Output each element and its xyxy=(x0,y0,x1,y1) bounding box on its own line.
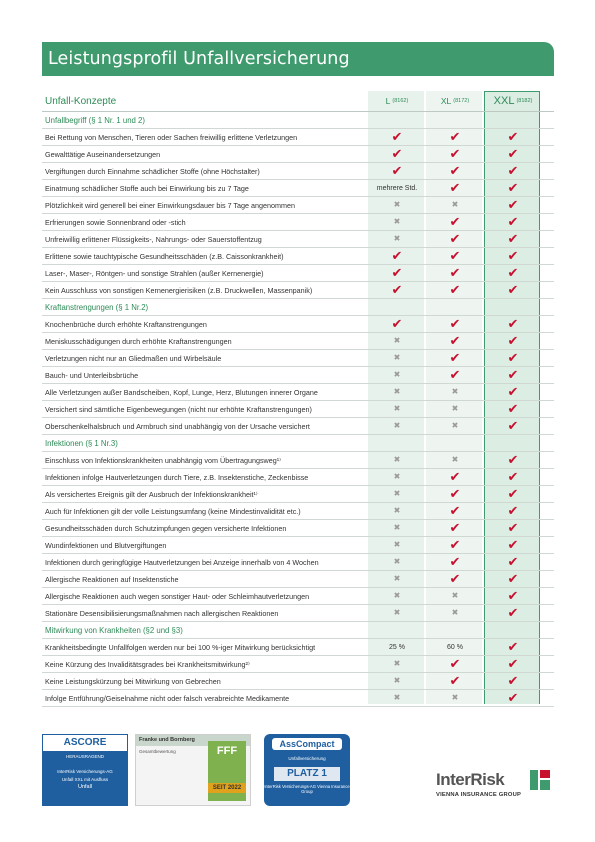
row-label: Alle Verletzungen außer Bandscheiben, Kopf, Lunge, Herz, Blutungen innerer Organe xyxy=(45,387,318,397)
header-col-xxl xyxy=(484,91,542,111)
table-row xyxy=(42,129,554,146)
cell-xxl xyxy=(484,214,542,230)
check-icon: ✔ xyxy=(507,180,519,196)
table-row xyxy=(42,180,554,197)
table-row xyxy=(42,163,554,180)
cross-icon: ✖ xyxy=(451,200,459,209)
cell-xxl xyxy=(484,639,542,655)
check-icon: ✔ xyxy=(507,146,519,162)
table-row xyxy=(42,316,554,333)
table-row xyxy=(42,605,554,622)
logo-group: VIENNA INSURANCE GROUP xyxy=(436,792,522,798)
franke-bornberg-badge xyxy=(135,734,251,806)
cell-l xyxy=(368,537,426,553)
col-code: (8172) xyxy=(453,98,470,104)
cell-xl xyxy=(426,384,484,400)
cell-xxl xyxy=(484,418,542,434)
check-icon: ✔ xyxy=(449,146,461,162)
check-icon: ✔ xyxy=(449,129,461,145)
cell-l xyxy=(368,214,426,230)
cell-xxl xyxy=(484,146,542,162)
cell-xl xyxy=(426,282,484,298)
franke-title: Franke und Bornberg xyxy=(136,735,250,746)
cell-xxl xyxy=(484,282,542,298)
cell-xl xyxy=(426,163,484,179)
table-row xyxy=(42,367,554,384)
check-icon: ✔ xyxy=(449,350,461,366)
check-icon: ✔ xyxy=(507,571,519,587)
cell-l xyxy=(368,503,426,519)
check-icon: ✔ xyxy=(507,401,519,417)
cell-xxl xyxy=(484,231,542,247)
cell-xl xyxy=(426,520,484,536)
cell-l xyxy=(368,520,426,536)
interrisk-logo xyxy=(436,770,554,802)
row-label: Laser-, Maser-, Röntgen- und sonstige Strahlen (außer Kernenergie) xyxy=(45,268,264,278)
table-row xyxy=(42,520,554,537)
table-row xyxy=(42,282,554,299)
cell-xxl xyxy=(484,605,542,621)
check-icon: ✔ xyxy=(507,265,519,281)
table-row xyxy=(42,673,554,690)
check-icon: ✔ xyxy=(391,248,403,264)
cross-icon: ✖ xyxy=(393,404,401,413)
benefits-table xyxy=(42,91,554,707)
table-row xyxy=(42,452,554,469)
table-body xyxy=(42,112,554,707)
cross-icon: ✖ xyxy=(393,489,401,498)
check-icon: ✔ xyxy=(449,180,461,196)
row-label: Auch für Infektionen gilt der volle Leistungsumfang (keine Mindestinvalidität etc.) xyxy=(45,506,301,516)
check-icon: ✔ xyxy=(391,282,403,298)
cell-xxl xyxy=(484,571,542,587)
check-icon: ✔ xyxy=(507,503,519,519)
cell-xxl xyxy=(484,503,542,519)
row-label: Vergiftungen durch Einnahme schädlicher Stoffe (ohne Höchstalter) xyxy=(45,166,260,176)
cross-icon: ✖ xyxy=(451,421,459,430)
cross-icon: ✖ xyxy=(451,591,459,600)
check-icon: ✔ xyxy=(449,537,461,553)
cell-xxl xyxy=(484,673,542,689)
cross-icon: ✖ xyxy=(393,217,401,226)
cross-icon: ✖ xyxy=(393,336,401,345)
cell-l xyxy=(368,418,426,434)
cell-xl xyxy=(426,248,484,264)
asscompact-title: AssCompact xyxy=(272,738,342,750)
franke-sub: Gesamtbewertung xyxy=(139,749,176,754)
cell-value: mehrere Std. xyxy=(376,184,418,192)
check-icon: ✔ xyxy=(449,333,461,349)
check-icon: ✔ xyxy=(391,146,403,162)
cell-l xyxy=(368,384,426,400)
cross-icon: ✖ xyxy=(393,200,401,209)
table-row xyxy=(42,333,554,350)
check-icon: ✔ xyxy=(507,605,519,621)
cell-xl xyxy=(426,673,484,689)
table-row xyxy=(42,486,554,503)
cell-value: 25 % xyxy=(389,643,405,651)
ascore-product: Unfall XXL mit Ausfluss xyxy=(61,777,109,782)
cross-icon: ✖ xyxy=(393,234,401,243)
check-icon: ✔ xyxy=(449,231,461,247)
row-label: Allergische Reaktionen auch wegen sonstiger Haut- oder Schleimhautverletzungen xyxy=(45,591,310,601)
cell-l xyxy=(368,367,426,383)
check-icon: ✔ xyxy=(507,588,519,604)
section-header xyxy=(42,622,554,639)
cell-xl xyxy=(426,367,484,383)
row-label: Verletzungen nicht nur an Gliedmaßen und Wirbelsäule xyxy=(45,353,222,363)
cell-xl xyxy=(426,333,484,349)
check-icon: ✔ xyxy=(449,673,461,689)
row-label: Einschluss von Infektionskrankheiten unabhängig vom Übertragungsweg¹⁾ xyxy=(45,455,281,465)
logo-name: InterRisk xyxy=(436,770,505,789)
cell-xl xyxy=(426,656,484,672)
cell-l xyxy=(368,401,426,417)
header-col-l xyxy=(368,91,426,111)
cell-l xyxy=(368,163,426,179)
cell-xxl xyxy=(484,265,542,281)
check-icon: ✔ xyxy=(507,350,519,366)
cell-l xyxy=(368,605,426,621)
check-icon: ✔ xyxy=(449,316,461,332)
cell-xl xyxy=(426,571,484,587)
check-icon: ✔ xyxy=(449,282,461,298)
cell-xxl xyxy=(484,316,542,332)
check-icon: ✔ xyxy=(449,469,461,485)
cell-l xyxy=(368,180,426,196)
asscompact-sub: Unfallversicherung xyxy=(288,756,326,761)
cross-icon: ✖ xyxy=(393,676,401,685)
cross-icon: ✖ xyxy=(393,608,401,617)
check-icon: ✔ xyxy=(449,554,461,570)
table-row xyxy=(42,401,554,418)
table-row xyxy=(42,265,554,282)
cross-icon: ✖ xyxy=(393,472,401,481)
cell-xl xyxy=(426,554,484,570)
check-icon: ✔ xyxy=(507,384,519,400)
header-col-xl xyxy=(426,91,484,111)
row-label: Versichert sind sämtliche Eigenbewegungen (nicht nur erhöhte Kraftanstrengungen) xyxy=(45,404,312,414)
cell-xl xyxy=(426,469,484,485)
row-label: Infolge Entführung/Geiselnahme nicht oder falsch verabreichte Medikamente xyxy=(45,693,290,703)
ascore-badge xyxy=(42,734,128,806)
section-label: Unfallbegriff (§ 1 Nr. 1 und 2) xyxy=(45,115,145,125)
row-label: Infektionen infolge Hautverletzungen durch Tiere, z.B. Insektenstiche, Zeckenbisse xyxy=(45,472,309,482)
cell-xxl xyxy=(484,554,542,570)
check-icon: ✔ xyxy=(449,486,461,502)
table-row xyxy=(42,656,554,673)
table-row xyxy=(42,690,554,707)
cell-l xyxy=(368,452,426,468)
cell-l xyxy=(368,588,426,604)
check-icon: ✔ xyxy=(507,537,519,553)
row-label: Keine Leistungskürzung bei Mitwirkung von Gebrechen xyxy=(45,676,221,686)
cell-l xyxy=(368,129,426,145)
col-name: XXL xyxy=(493,95,515,107)
check-icon: ✔ xyxy=(391,316,403,332)
cell-l xyxy=(368,486,426,502)
row-label: Allergische Reaktionen auf Insektenstiche xyxy=(45,574,179,584)
check-icon: ✔ xyxy=(507,282,519,298)
cell-xl xyxy=(426,452,484,468)
cell-l xyxy=(368,673,426,689)
award-badges xyxy=(42,734,554,806)
cross-icon: ✖ xyxy=(393,591,401,600)
cell-xl xyxy=(426,401,484,417)
cell-xl xyxy=(426,180,484,196)
cell-xxl xyxy=(484,469,542,485)
cell-xxl xyxy=(484,197,542,213)
cross-icon: ✖ xyxy=(451,608,459,617)
asscompact-badge xyxy=(264,734,350,806)
ascore-company: InterRisk Versicherungs-AG xyxy=(57,769,113,774)
cell-xxl xyxy=(484,401,542,417)
cell-xxl xyxy=(484,367,542,383)
cell-xl xyxy=(426,537,484,553)
section-label: Mitwirkung von Krankheiten (§2 und §3) xyxy=(45,625,183,635)
check-icon: ✔ xyxy=(391,163,403,179)
cell-xxl xyxy=(484,333,542,349)
cell-xxl xyxy=(484,384,542,400)
cell-value: 60 % xyxy=(447,643,463,651)
table-row xyxy=(42,248,554,265)
check-icon: ✔ xyxy=(507,333,519,349)
check-icon: ✔ xyxy=(507,197,519,213)
row-label: Als versichertes Ereignis gilt der Ausbruch der Infektionskrankheit¹⁾ xyxy=(45,489,258,499)
cell-xxl xyxy=(484,350,542,366)
col-code: (8182) xyxy=(516,98,533,104)
cross-icon: ✖ xyxy=(451,455,459,464)
cell-xl xyxy=(426,129,484,145)
cell-xl xyxy=(426,486,484,502)
page-title: Leistungsprofil Unfallversicherung xyxy=(42,42,554,76)
row-label: Unfreiwillig erlittener Flüssigkeits-, Nahrungs- oder Sauerstoffentzug xyxy=(45,234,262,244)
ascore-title: ASCORE xyxy=(43,735,127,751)
cross-icon: ✖ xyxy=(393,421,401,430)
cell-l xyxy=(368,197,426,213)
table-row xyxy=(42,384,554,401)
cell-l xyxy=(368,265,426,281)
table-row xyxy=(42,197,554,214)
cross-icon: ✖ xyxy=(451,693,459,702)
table-row xyxy=(42,554,554,571)
check-icon: ✔ xyxy=(449,163,461,179)
cell-l xyxy=(368,690,426,706)
cross-icon: ✖ xyxy=(451,387,459,396)
cell-xxl xyxy=(484,129,542,145)
check-icon: ✔ xyxy=(507,452,519,468)
check-icon: ✔ xyxy=(507,214,519,230)
row-label: Oberschenkelhalsbruch und Armbruch sind unabhängig von der Ursache versichert xyxy=(45,421,310,431)
cell-xxl xyxy=(484,180,542,196)
row-label: Krankheitsbedingte Unfallfolgen werden nur bei 100 %-iger Mitwirkung berücksichtigt xyxy=(45,642,316,652)
table-row xyxy=(42,537,554,554)
section-header xyxy=(42,299,554,316)
cell-xl xyxy=(426,316,484,332)
cell-xxl xyxy=(484,452,542,468)
cell-xl xyxy=(426,503,484,519)
row-label: Gewalttätige Auseinandersetzungen xyxy=(45,149,161,159)
cross-icon: ✖ xyxy=(393,370,401,379)
check-icon: ✔ xyxy=(507,469,519,485)
row-label: Bei Rettung von Menschen, Tieren oder Sachen freiwillig erlittene Verletzungen xyxy=(45,132,298,142)
cell-l xyxy=(368,146,426,162)
cell-xxl xyxy=(484,588,542,604)
cell-l xyxy=(368,639,426,655)
cell-l xyxy=(368,469,426,485)
check-icon: ✔ xyxy=(507,231,519,247)
row-label: Gesundheitsschäden durch Schutzimpfungen gegen versicherte Infektionen xyxy=(45,523,287,533)
cell-xl xyxy=(426,418,484,434)
row-label: Wundinfektionen und Blutvergiftungen xyxy=(45,540,167,550)
cell-l xyxy=(368,231,426,247)
check-icon: ✔ xyxy=(391,265,403,281)
row-label: Plötzlichkeit wird generell bei einer Einwirkungsdauer bis 7 Tage angenommen xyxy=(45,200,295,210)
cell-xl xyxy=(426,639,484,655)
cross-icon: ✖ xyxy=(393,455,401,464)
table-row xyxy=(42,571,554,588)
cell-l xyxy=(368,333,426,349)
row-label: Keine Kürzung des Invaliditätsgrades bei Krankheitsmitwirkung²⁾ xyxy=(45,659,250,669)
cross-icon: ✖ xyxy=(451,404,459,413)
check-icon: ✔ xyxy=(449,265,461,281)
table-row xyxy=(42,639,554,656)
check-icon: ✔ xyxy=(507,163,519,179)
cross-icon: ✖ xyxy=(393,557,401,566)
logo-mark-icon xyxy=(530,770,550,790)
check-icon: ✔ xyxy=(507,129,519,145)
cell-xl xyxy=(426,214,484,230)
ascore-rating: HERAUSRAGEND xyxy=(65,754,104,759)
cell-xl xyxy=(426,588,484,604)
cell-xl xyxy=(426,605,484,621)
table-row xyxy=(42,146,554,163)
table-row xyxy=(42,350,554,367)
section-header xyxy=(42,435,554,452)
cell-xxl xyxy=(484,690,542,706)
check-icon: ✔ xyxy=(449,520,461,536)
cell-l xyxy=(368,316,426,332)
check-icon: ✔ xyxy=(449,571,461,587)
check-icon: ✔ xyxy=(507,520,519,536)
table-row xyxy=(42,418,554,435)
table-row xyxy=(42,588,554,605)
cell-l xyxy=(368,571,426,587)
cell-l xyxy=(368,248,426,264)
check-icon: ✔ xyxy=(507,656,519,672)
table-row xyxy=(42,469,554,486)
section-header xyxy=(42,112,554,129)
row-label: Infektionen durch geringfügige Hautverletzungen bei Anzeige innerhalb von 4 Wochen xyxy=(45,557,319,567)
cell-xxl xyxy=(484,537,542,553)
check-icon: ✔ xyxy=(391,129,403,145)
table-row xyxy=(42,503,554,520)
check-icon: ✔ xyxy=(449,367,461,383)
check-icon: ✔ xyxy=(507,486,519,502)
check-icon: ✔ xyxy=(449,503,461,519)
cell-xl xyxy=(426,146,484,162)
row-label: Knochenbrüche durch erhöhte Kraftanstrengungen xyxy=(45,319,207,329)
ascore-category: Unfall xyxy=(77,784,93,790)
cell-xxl xyxy=(484,520,542,536)
row-label: Einatmung schädlicher Stoffe auch bei Einwirkung bis zu 7 Tage xyxy=(45,183,249,193)
cross-icon: ✖ xyxy=(393,523,401,532)
seal-label: FFF xyxy=(216,745,238,757)
cell-xl xyxy=(426,690,484,706)
check-icon: ✔ xyxy=(507,690,519,706)
cross-icon: ✖ xyxy=(393,506,401,515)
row-label: Meniskusschädigungen durch erhöhte Kraftanstrengungen xyxy=(45,336,232,346)
check-icon: ✔ xyxy=(449,214,461,230)
table-row xyxy=(42,231,554,248)
col-name: XL xyxy=(440,96,452,106)
check-icon: ✔ xyxy=(507,367,519,383)
cross-icon: ✖ xyxy=(393,659,401,668)
cross-icon: ✖ xyxy=(393,693,401,702)
row-label: Bauch- und Unterleibsbrüche xyxy=(45,370,139,380)
cell-xxl xyxy=(484,486,542,502)
cross-icon: ✖ xyxy=(393,353,401,362)
cell-l xyxy=(368,554,426,570)
check-icon: ✔ xyxy=(507,316,519,332)
header-label: Unfall-Konzepte xyxy=(45,95,117,107)
cross-icon: ✖ xyxy=(393,540,401,549)
check-icon: ✔ xyxy=(449,656,461,672)
cell-xxl xyxy=(484,656,542,672)
check-icon: ✔ xyxy=(507,673,519,689)
check-icon: ✔ xyxy=(507,248,519,264)
row-label: Stationäre Desensibilisierungsmaßnahmen nach allergischen Reaktionen xyxy=(45,608,279,618)
row-label: Erfrierungen sowie Sonnenbrand oder -stich xyxy=(45,217,186,227)
table-row xyxy=(42,214,554,231)
cell-xxl xyxy=(484,163,542,179)
asscompact-foot: InterRisk Versicherungs-AG Vienna Insurance Group xyxy=(264,784,350,794)
cell-xl xyxy=(426,197,484,213)
section-label: Kraftanstrengungen (§ 1 Nr.2) xyxy=(45,302,149,312)
check-icon: ✔ xyxy=(507,554,519,570)
cross-icon: ✖ xyxy=(393,387,401,396)
table-header xyxy=(42,91,554,112)
check-icon: ✔ xyxy=(507,639,519,655)
asscompact-place: PLATZ 1 xyxy=(274,767,340,781)
check-icon: ✔ xyxy=(507,418,519,434)
col-name: L xyxy=(385,96,391,106)
cell-l xyxy=(368,350,426,366)
row-label: Kein Ausschluss von sonstigen Kernenergierisiken (z.B. Druckwellen, Massenpanik) xyxy=(45,285,313,295)
cell-xl xyxy=(426,265,484,281)
check-icon: ✔ xyxy=(449,248,461,264)
cell-xl xyxy=(426,231,484,247)
seal-year: SEIT 2022 xyxy=(208,783,246,793)
cell-xl xyxy=(426,350,484,366)
row-label: Erlittene sowie tauchtypische Gesundheitsschäden (z.B. Caissonkrankheit) xyxy=(45,251,284,261)
section-label: Infektionen (§ 1 Nr.3) xyxy=(45,438,118,448)
fff-seal-icon xyxy=(208,741,246,801)
cell-l xyxy=(368,282,426,298)
cell-xxl xyxy=(484,248,542,264)
cross-icon: ✖ xyxy=(393,574,401,583)
cell-l xyxy=(368,656,426,672)
col-code: (8162) xyxy=(392,98,409,104)
